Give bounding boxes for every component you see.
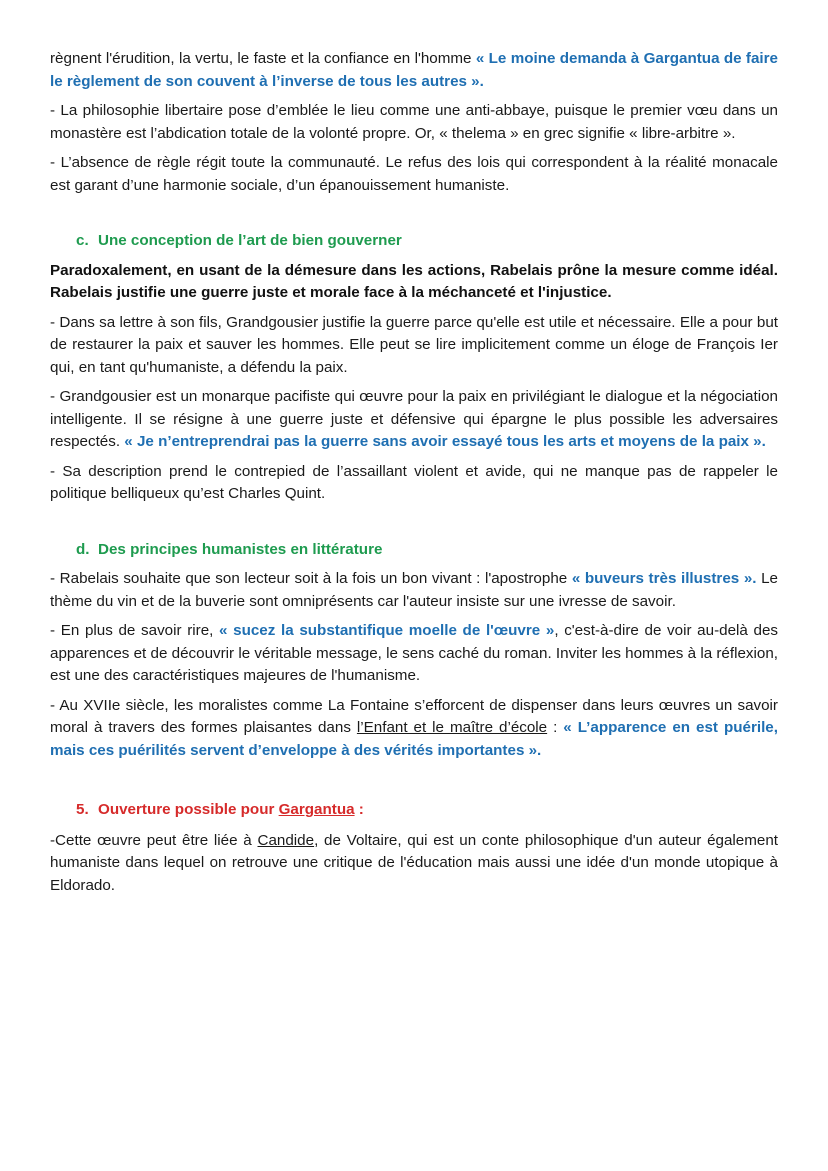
section-5-heading xyxy=(50,799,778,822)
section-d-paragraph-3 xyxy=(50,695,778,763)
paragraph-text: - En plus de savoir rire, xyxy=(50,622,220,639)
paragraph-text: Le thème du vin et de la buverie sont omniprésents car l'auteur insiste sur une ivresse de savoir. xyxy=(50,570,778,610)
section-5-paragraph-1 xyxy=(50,830,778,898)
paragraph-theleme-intro xyxy=(50,48,778,93)
paragraph-text: : xyxy=(547,719,564,736)
section-5-number: 5. xyxy=(76,801,89,818)
paragraph-text: - Rabelais souhaite que son lecteur soit à la fois un bon vivant : l'apostrophe xyxy=(50,570,572,587)
section-c-paragraph-1: - Dans sa lettre à son fils, Grandgousier justifie la guerre parce qu'elle est utile et nécessaire. Elle a pour but de restaurer la paix et sauver les hommes. Elle peut se lire implicitement comme un éloge de François Ier qui, en tant qu'humaniste, a défendu la paix. xyxy=(50,313,778,376)
paragraph-text: -Cette œuvre peut être liée à xyxy=(50,831,258,849)
section-c-number: c. xyxy=(76,232,89,249)
section-c-title: Une conception de l’art de bien gouverner xyxy=(98,232,402,249)
spacer xyxy=(50,769,778,799)
quote-moelle: « sucez la substantifique moelle de l'œuvre » xyxy=(219,622,555,639)
section-5-title-end: : xyxy=(354,801,364,818)
section-5-work-title: Gargantua xyxy=(278,801,355,818)
paragraph-text: , de Voltaire, qui est un conte philosophique d'un auteur également humaniste dans lequel on retrouve une critique de l'éducation mais aussi une idée d'un monde utopique à Eldorado. xyxy=(50,831,778,894)
spacer xyxy=(50,204,778,230)
section-c-heading xyxy=(50,230,778,253)
section-d-paragraph-2 xyxy=(50,620,778,688)
paragraph-absence-regle: - L’absence de règle régit toute la communauté. Le refus des lois qui correspondent à la réalité monacale est garant d’une harmonie sociale, d’un épanouissement humaniste. xyxy=(50,154,778,194)
section-5-title: Ouverture possible pour xyxy=(98,801,279,818)
quote-guerre: « Je n’entreprendrai pas la guerre sans avoir essayé tous les arts et moyens de la paix ». xyxy=(124,433,766,450)
section-d-paragraph-1 xyxy=(50,568,778,613)
section-d-title: Des principes humanistes en littérature xyxy=(98,540,383,558)
paragraph-text: règnent l'érudition, la vertu, le faste et la confiance en l'homme xyxy=(50,50,476,67)
paragraph-text: , c'est-à-dire de voir au-delà des apparences et de découvrir le véritable message, le sens caché du roman. Inviter les hommes à la réflexion, est une des caractéristiques majeures de l'humanisme. xyxy=(50,622,778,684)
work-title-fable: l’Enfant et le maître d’école xyxy=(356,719,548,736)
section-c-paragraph-2 xyxy=(50,386,778,454)
spacer xyxy=(50,513,778,539)
section-c-paragraph-3: - Sa description prend le contrepied de l’assaillant violent et avide, qui ne manque pas de rappeler le politique belliqueux qu’est Charles Quint. xyxy=(50,462,778,502)
section-c-intro: Paradoxalement, en usant de la démesure dans les actions, Rabelais prône la mesure comme idéal. Rabelais justifie une guerre juste et morale face à la méchanceté et l'injustice. xyxy=(50,261,778,301)
paragraph-text: - Au XVIIe siècle, les moralistes comme La Fontaine s’efforcent de dispenser dans leurs œuvres un savoir moral à travers des formes plaisantes dans xyxy=(50,696,778,736)
quote-buveurs: « buveurs très illustres ». xyxy=(571,570,757,587)
section-d-number: d. xyxy=(76,540,90,558)
quote-moine: « Le moine demanda à Gargantua de faire le règlement de son couvent à l’inverse de tous les autres ». xyxy=(50,50,779,90)
paragraph-philosophie: - La philosophie libertaire pose d’emblée le lieu comme une anti-abbaye, puisque le premier vœu dans un monastère est l’abdication totale de la volonté propre. Or, « thelema » en grec signifie « libre-arbitre ». xyxy=(50,102,778,142)
work-title-candide: Candide xyxy=(257,831,315,849)
quote-apparence: « L’apparence en est puérile, mais ces puérilités servent d’enveloppe à des vérités importantes ». xyxy=(50,719,778,759)
document-page xyxy=(50,48,778,904)
paragraph-text: - Grandgousier est un monarque pacifiste qui œuvre pour la paix en privilégiant le dialogue et la négociation intelligente. Il se résigne à une guerre juste et défensive qui épargne le plus possible les adversaires respectés. xyxy=(50,388,778,450)
section-d-heading xyxy=(50,539,778,562)
